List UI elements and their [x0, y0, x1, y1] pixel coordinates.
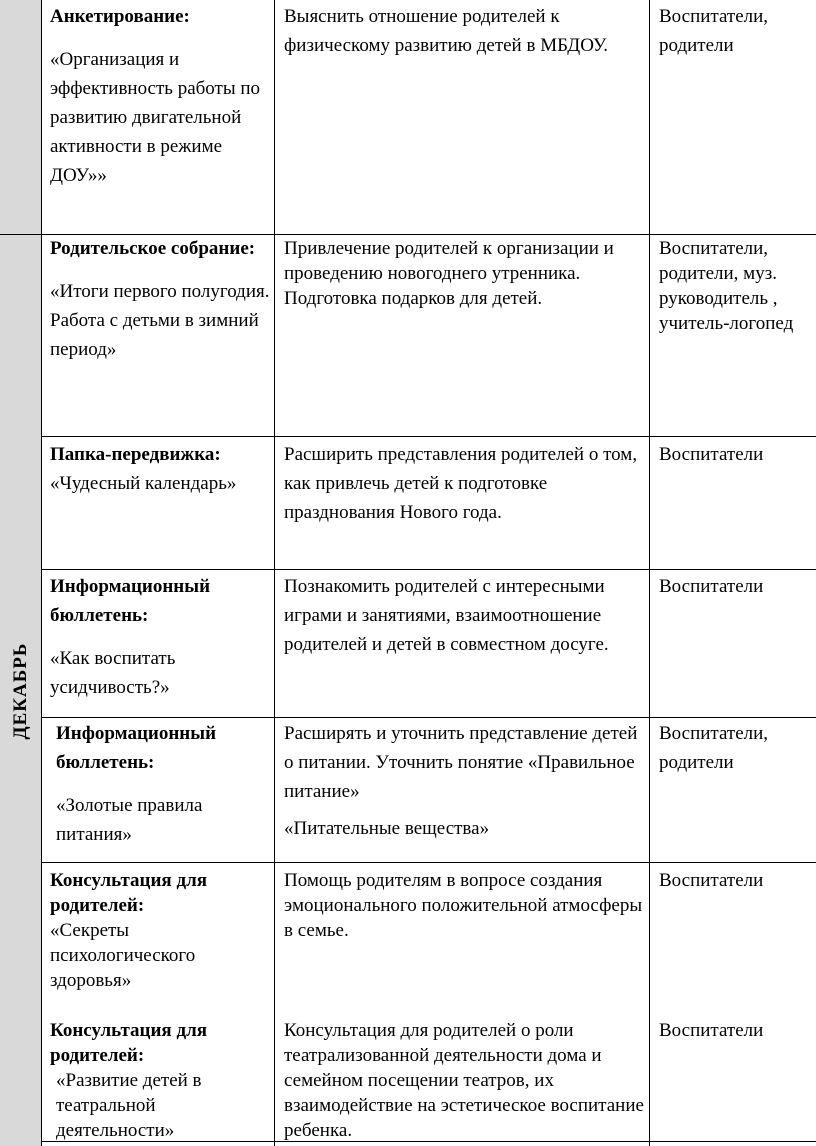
goal-cell — [284, 719, 646, 843]
responsible-cell: Воспитатели, родители — [659, 6, 769, 56]
goal-cell: Консультация для родителей о роли театрализованной деятельности дома и семейном посещении театров, их взаимодействие на эстетическое воспитание ребенка. — [284, 1020, 644, 1141]
month-column-december — [0, 235, 41, 1146]
goal-cell: Выяснить отношение родителей к физическому развитию детей в МБДОУ. — [284, 6, 608, 56]
form-title: Информационный бюллетень: — [50, 576, 211, 626]
table-border — [274, 0, 275, 1146]
goal-cell: Привлечение родителей к организации и проведению новогоднего утренника. Подготовка подарков для детей. — [284, 238, 614, 309]
responsible-cell: Воспитатели — [659, 444, 764, 465]
table-border — [41, 0, 42, 1146]
form-topic: «Как воспитать усидчивость?» — [50, 648, 176, 698]
goal-cell: Помощь родителям в вопросе создания эмоционального положительной атмосферы в семье. — [284, 870, 643, 941]
table-border — [649, 0, 650, 1146]
table-border — [41, 436, 816, 437]
month-label: ДЕКАБРЬ — [9, 642, 31, 739]
form-title: Папка-передвижка: — [50, 444, 221, 465]
table-border — [41, 569, 816, 570]
table-row — [50, 2, 272, 190]
responsible-cell: Воспитатели — [659, 870, 764, 891]
form-title: Консультация для родителей: — [50, 870, 208, 916]
goal-text: Расширять и уточнить представление детей о питании. Уточнить понятие «Правильное питание» — [284, 723, 638, 802]
month-column-top — [0, 0, 41, 234]
form-topic: «Организация и эффективность работы по развитию двигательной активности в режиме ДОУ»» — [50, 49, 261, 186]
form-title: Информационный бюллетень: — [56, 723, 217, 773]
goal-cell: Расширить представления родителей о том, как привлечь детей к подготовке празднования Нового года. — [284, 444, 638, 523]
form-title: Консультация для родителей: — [50, 1020, 208, 1066]
table-row — [50, 1018, 272, 1143]
table-border — [41, 717, 816, 718]
form-topic: «Золотые правила питания» — [56, 795, 203, 845]
goal-extra-text: «Питательные вещества» — [284, 818, 490, 839]
form-topic: «Секреты психологического здоровья» — [50, 920, 196, 991]
responsible-cell: Воспитатели, родители, муз. руководитель , учитель-логопед — [659, 238, 794, 334]
responsible-cell: Воспитатели, родители — [659, 723, 769, 773]
table-border — [41, 862, 816, 863]
form-topic: «Итоги первого полугодия. Работа с детьми в зимний период» — [50, 281, 270, 360]
table-row — [50, 868, 272, 993]
table-row — [50, 440, 272, 498]
form-title: Родительское собрание: — [50, 238, 256, 259]
responsible-cell: Воспитатели — [659, 576, 764, 597]
table-row — [50, 719, 278, 849]
table-row — [50, 234, 272, 364]
form-topic: «Развитие детей в театральной деятельности» — [56, 1070, 202, 1141]
form-title: Анкетирование: — [50, 6, 190, 27]
form-topic: «Чудесный календарь» — [50, 473, 237, 494]
responsible-cell: Воспитатели — [659, 1020, 764, 1041]
goal-cell: Познакомить родителей с интересными играми и занятиями, взаимоотношение родителей и детей в совместном досуге. — [284, 576, 609, 655]
table-row — [50, 572, 272, 702]
